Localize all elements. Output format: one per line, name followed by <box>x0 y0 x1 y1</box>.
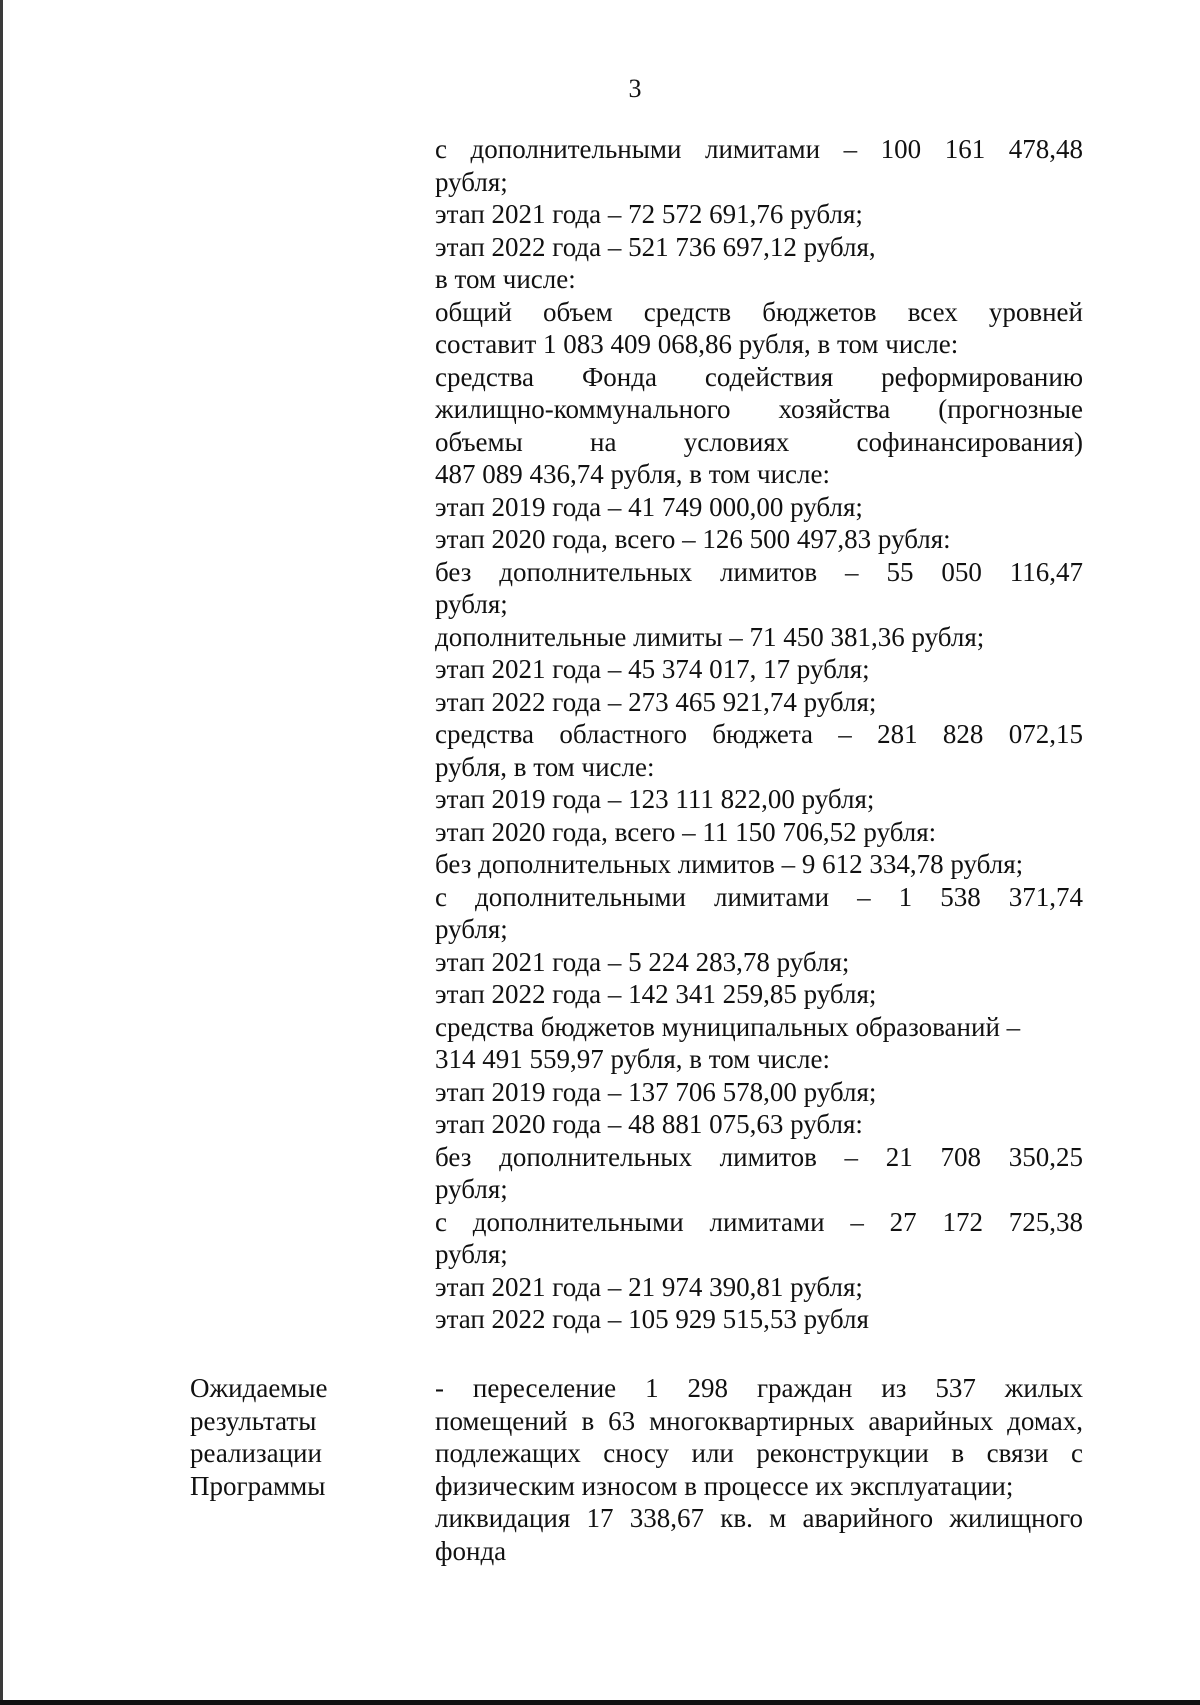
funding-line: рубля; <box>435 1239 508 1269</box>
results-label-line: Программы <box>190 1470 326 1501</box>
results-text-line: ликвидация 17 338,67 кв. м аварийного жилищного <box>435 1503 1083 1533</box>
funding-line: общий объем средств бюджетов всех уровней <box>435 296 1083 327</box>
page-number: 3 <box>628 74 642 103</box>
funding-line: этап 2019 года – 123 111 822,00 рубля; <box>435 784 875 814</box>
funding-line: этап 2022 года – 105 929 515,53 рубля <box>435 1304 869 1334</box>
results-label-line: Ожидаемые <box>190 1373 328 1403</box>
results-text-line: - переселение 1 298 граждан из 537 жилых <box>435 1373 1083 1403</box>
funding-line: этап 2022 года – 521 736 697,12 рубля, <box>435 231 876 262</box>
funding-line: дополнительные лимиты – 71 450 381,36 рубля; <box>435 621 985 652</box>
funding-line: с дополнительными лимитами – 1 538 371,74 <box>435 881 1083 912</box>
funding-line: этап 2019 года – 137 706 578,00 рубля; <box>435 1076 877 1107</box>
results-text-line: физическим износом в процессе их эксплуатации; <box>435 1470 1014 1501</box>
funding-line: средства Фонда содействия реформированию <box>435 361 1083 392</box>
results-label-line: результаты <box>190 1405 317 1436</box>
funding-line: этап 2021 года – 72 572 691,76 рубля; <box>435 199 863 229</box>
funding-line: 314 491 559,97 рубля, в том числе: <box>435 1044 830 1074</box>
funding-line: с дополнительными лимитами – 100 161 478,48 <box>435 134 1083 164</box>
funding-line: этап 2022 года – 142 341 259,85 рубля; <box>435 979 877 1009</box>
funding-line: объемы на условиях софинансирования) <box>435 426 1083 457</box>
funding-line: жилищно-коммунального хозяйства (прогнозные <box>435 394 1083 424</box>
funding-line: рубля; <box>435 914 508 944</box>
results-text-line: подлежащих сносу или реконструкции в связи с <box>435 1438 1083 1468</box>
funding-line: рубля; <box>435 589 508 619</box>
funding-line: этап 2020 года – 48 881 075,63 рубля: <box>435 1109 863 1139</box>
funding-line: рубля, в том числе: <box>435 751 655 782</box>
funding-line: с дополнительными лимитами – 27 172 725,38 <box>435 1206 1083 1237</box>
funding-line: этап 2021 года – 5 224 283,78 рубля; <box>435 946 850 977</box>
scan-left-edge <box>0 0 3 1705</box>
funding-text-block <box>435 133 1083 1336</box>
funding-line: рубля; <box>435 1174 508 1204</box>
funding-line: 487 089 436,74 рубля, в том числе: <box>435 459 830 489</box>
results-section-label <box>190 1372 410 1502</box>
funding-line: в том числе: <box>435 264 576 294</box>
funding-line: этап 2020 года, всего – 126 500 497,83 рубля: <box>435 524 951 554</box>
funding-line: этап 2022 года – 273 465 921,74 рубля; <box>435 686 877 717</box>
funding-line: этап 2020 года, всего – 11 150 706,52 рубля: <box>435 816 937 847</box>
funding-line: рубля; <box>435 166 508 197</box>
funding-line: этап 2019 года – 41 749 000,00 рубля; <box>435 491 863 522</box>
funding-line: составит 1 083 409 068,86 рубля, в том числе: <box>435 329 959 359</box>
funding-line: этап 2021 года – 21 974 390,81 рубля; <box>435 1271 863 1302</box>
results-text-line: фонда <box>435 1535 507 1566</box>
results-section-text <box>435 1372 1083 1567</box>
funding-line: без дополнительных лимитов – 55 050 116,47 <box>435 556 1083 587</box>
funding-line: средства областного бюджета – 281 828 072,15 <box>435 719 1083 749</box>
funding-line: средства бюджетов муниципальных образований – <box>435 1011 1021 1042</box>
results-text-line: помещений в 63 многоквартирных аварийных домах, <box>435 1405 1083 1436</box>
scan-bottom-edge <box>0 1700 1200 1705</box>
funding-line: без дополнительных лимитов – 9 612 334,78 рубля; <box>435 849 1024 879</box>
funding-line: этап 2021 года – 45 374 017, 17 рубля; <box>435 654 870 684</box>
results-label-line: реализации <box>190 1438 322 1468</box>
funding-line: без дополнительных лимитов – 21 708 350,25 <box>435 1141 1083 1172</box>
